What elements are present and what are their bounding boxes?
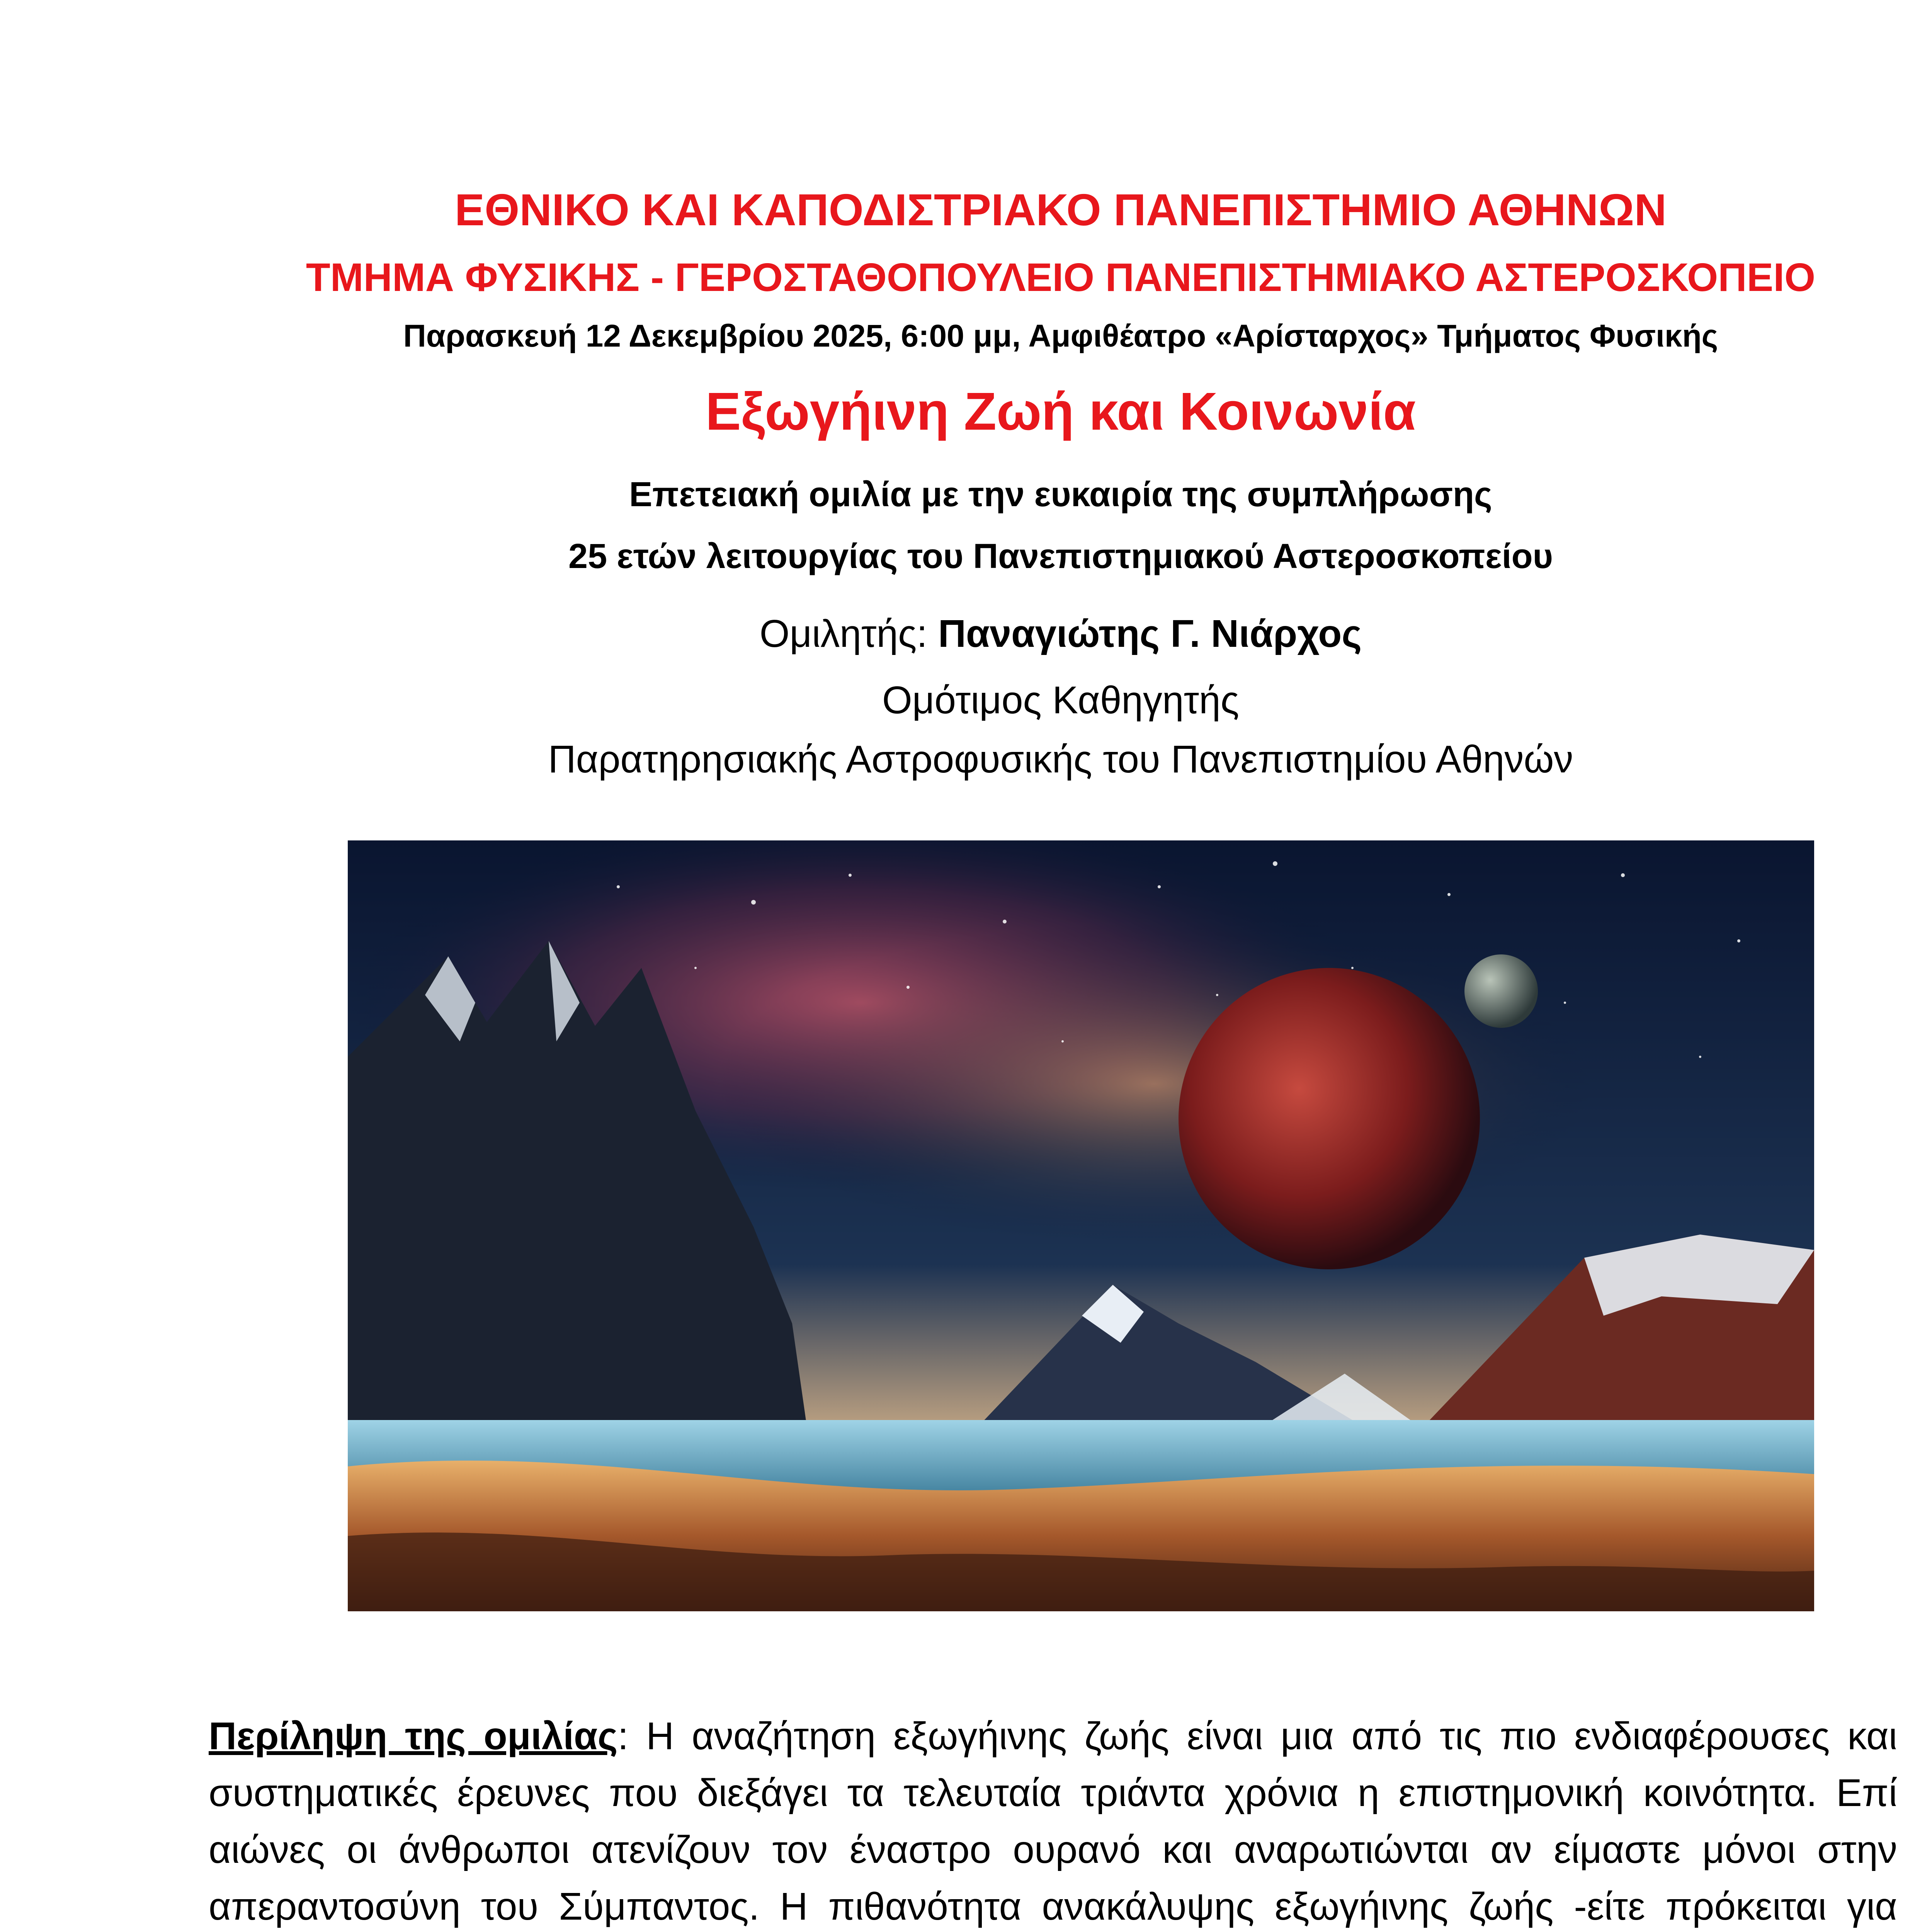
alien-landscape-illustration — [348, 840, 1814, 1611]
speaker-affiliation: Παρατηρησιακής Αστροφυσικής του Πανεπιστημίου Αθηνών — [548, 738, 1573, 781]
talk-subtitle-line2: 25 ετών λειτουργίας του Πανεπιστημιακού Αστεροσκοπείου — [568, 537, 1553, 576]
speaker-line — [0, 607, 1932, 661]
department-heading: ΤΜΗΜΑ ΦΥΣΙΚΗΣ - ΓΕΡΟΣΤΑΘΟΠΟΥΛΕΙΟ ΠΑΝΕΠΙΣΤΗΜΙΑΚΟ ΑΣΤΕΡΟΣΚΟΠΕΙΟ — [306, 255, 1816, 299]
speaker-label: Ομιλητής: — [759, 612, 928, 655]
abstract-lead: Περίληψη της ομιλίας — [209, 1714, 618, 1758]
talk-subtitle-line1: Επετειακή ομιλία με την ευκαιρία της συμπλήρωσης — [629, 475, 1492, 514]
speaker-position: Ομότιμος Καθηγητής — [882, 679, 1239, 722]
event-datetime: Παρασκευή 12 Δεκεμβρίου 2025, 6:00 μμ, Αμφιθέατρο «Αρίσταρχος» Τμήματος Φυσικής — [403, 318, 1718, 354]
university-heading: ΕΘΝΙΚΟ ΚΑΙ ΚΑΠΟΔΙΣΤΡΙΑΚΟ ΠΑΝΕΠΙΣΤΗΜΙΟ ΑΘΗΝΩΝ — [454, 185, 1667, 235]
abstract-text: : Η αναζήτηση εξωγήινης ζωής είναι μια από τις πιο ενδιαφέρουσες και συστηματικές έρευνες που διεξάγει τα τελευταία τριάντα χρόνια η επιστημονική κοινότητα. Επί αιώνες οι άνθρωποι ατενίζουν τον έναστρο ουρανό και αναρωτιώνται αν είμαστε μόνοι στην απεραντοσύνη του Σύμπαντος. Η πιθανότητα ανακάλυψης εξωγήινης ζωής -είτε πρόκειται για — [209, 1714, 1897, 1928]
abstract-paragraph — [209, 1708, 1897, 1932]
speaker-name: Παναγιώτης Γ. Νιάρχος — [938, 612, 1362, 655]
talk-title: Εξωγήινη Ζωή και Κοινωνία — [705, 382, 1416, 441]
